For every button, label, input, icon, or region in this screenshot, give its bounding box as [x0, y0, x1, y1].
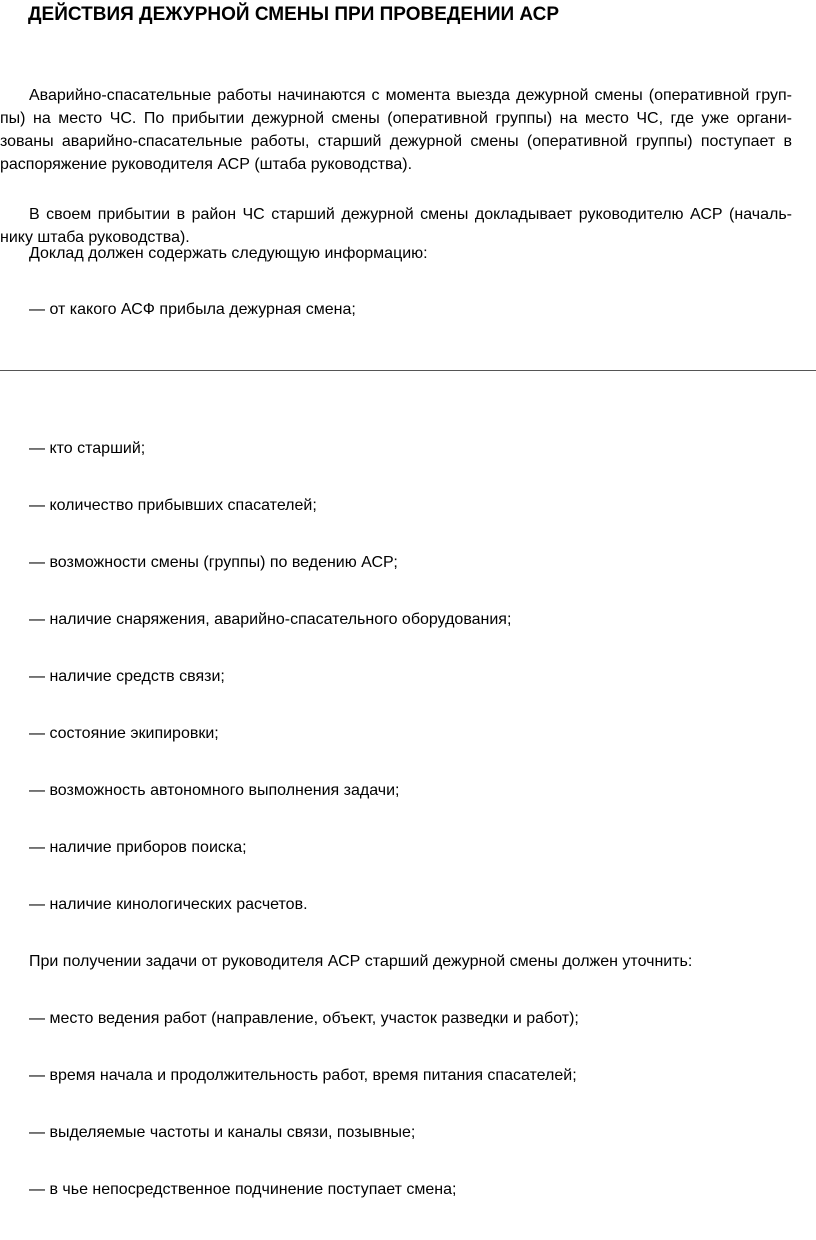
list-item: — количество прибывших спасателей;	[29, 497, 317, 514]
report-intro: Доклад должен содержать следующую информацию:	[29, 245, 428, 262]
task-intro: При получении задачи от руководителя АСР старший дежурной смены должен уточнить:	[29, 953, 693, 970]
list-item: — в чье непосредственное подчинение поступает смена;	[29, 1181, 457, 1198]
list-item: — возможности смены (группы) по ведению АСР;	[29, 554, 398, 571]
paragraph-intro: Аварийно-спасательные работы начинаются с момента выезда дежурной смены (оперативной груп-пы) на место ЧС. По прибытии дежурной смены (оперативной группы) на место ЧС, где уже органи-зованы аварийно-спасательные работы, старший дежурной смены (оперативной группы) поступает в распоряжение руководителя АСР (штаба руководства).	[0, 87, 792, 173]
page-title: ДЕЙСТВИЯ ДЕЖУРНОЙ СМЕНЫ ПРИ ПРОВЕДЕНИИ АСР	[28, 4, 560, 25]
list-item: — место ведения работ (направление, объект, участок разведки и работ);	[29, 1010, 579, 1027]
paragraph-arrival: В своем прибытии в район ЧС старший дежурной смены докладывает руководителю АСР (началь-нику штаба руководства).	[0, 206, 792, 246]
list-item: — время начала и продолжительность работ, время питания спасателей;	[29, 1067, 577, 1084]
list-item: — состояние экипировки;	[29, 725, 219, 742]
list-item: — наличие приборов поиска;	[29, 839, 247, 856]
list-item: — наличие снаряжения, аварийно-спасательного оборудования;	[29, 611, 512, 628]
list-item: — выделяемые частоты и каналы связи, позывные;	[29, 1124, 416, 1141]
list-item: — наличие средств связи;	[29, 668, 225, 685]
list-item: — наличие кинологических расчетов.	[29, 896, 308, 913]
list-item: — возможность автономного выполнения задачи;	[29, 782, 400, 799]
list-item: — кто старший;	[29, 440, 146, 457]
page-divider	[0, 370, 816, 371]
list-item: — от какого АСФ прибыла дежурная смена;	[29, 301, 356, 318]
